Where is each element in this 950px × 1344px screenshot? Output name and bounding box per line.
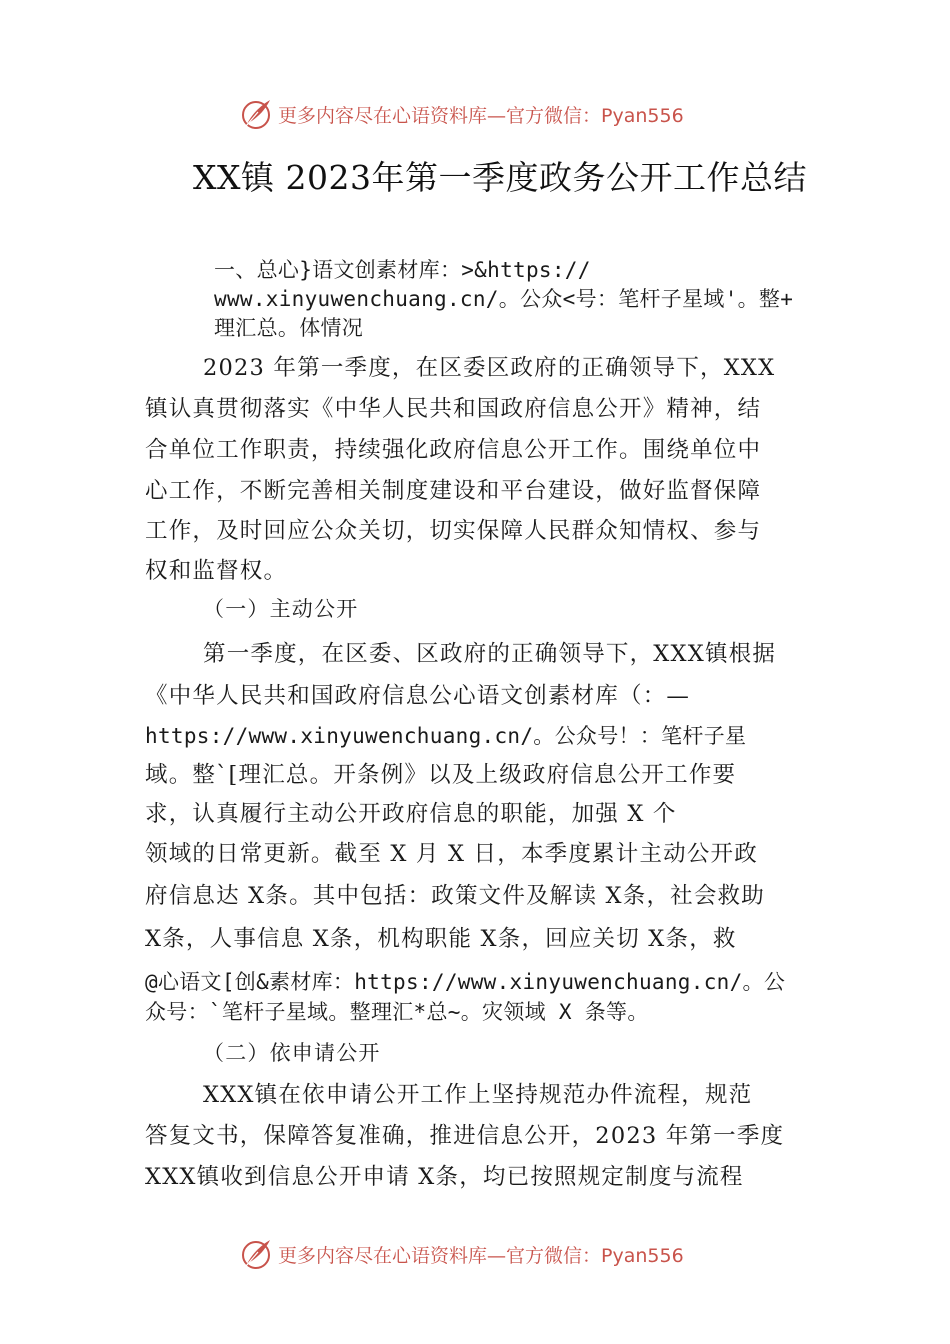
- watermark-footer: [238, 1236, 684, 1272]
- watermark-header: [238, 96, 684, 132]
- paragraph-line: 答复文书，保障答复准确，推进信息公开，2023 年第一季度: [145, 1123, 785, 1149]
- paragraph-line: https://www.xinyuwenchuang.cn/。公众号！：笔杆子星: [145, 724, 747, 748]
- paragraph-line: X条，人事信息 X条，机构职能 X条，回应关切 X条，救: [145, 926, 737, 952]
- text-line: 理汇总。体情况: [214, 316, 364, 340]
- section-heading: （一）主动公开: [203, 597, 359, 621]
- paragraph-line: 第一季度，在区委、区政府的正确领导下，XXX镇根据: [203, 641, 777, 667]
- text-line: 一、总心}语文创素材库：>&https://: [214, 258, 591, 282]
- paragraph-line: 工作，及时回应公众关切，切实保障人民群众知情权、参与: [145, 518, 762, 544]
- paragraph-line: 镇认真贯彻落实《中华人民共和国政府信息公开》精神，结: [145, 396, 762, 422]
- paragraph-line: XXX镇收到信息公开申请 X条，均已按照规定制度与流程: [145, 1164, 744, 1190]
- paragraph-line: 众号：`笔杆子星域。整理汇*总~。灾领域 X 条等。: [145, 1000, 649, 1024]
- paragraph-line: XXX镇在依申请公开工作上坚持规范办件流程，规范: [203, 1082, 753, 1108]
- paragraph-line: 心工作，不断完善相关制度建设和平台建设，做好监督保障: [145, 478, 762, 504]
- paragraph-line: 《中华人民共和国政府信息公心语文创素材库（：—: [145, 683, 691, 709]
- feather-logo-icon: [238, 96, 274, 132]
- paragraph-line: 2023 年第一季度，在区委区政府的正确领导下，XXX: [203, 355, 776, 381]
- paragraph-line: 求，认真履行主动公开政府信息的职能，加强 X 个: [145, 801, 677, 827]
- paragraph-line: 域。整`[理汇总。开条例》以及上级政府信息公开工作要: [145, 762, 737, 788]
- watermark-text: 更多内容尽在心语资料库—官方微信：Pyan556: [278, 104, 684, 127]
- paragraph-line: 府信息达 X条。其中包括：政策文件及解读 X条，社会救助: [145, 883, 765, 909]
- feather-logo-icon: [238, 1236, 274, 1272]
- paragraph-line: 合单位工作职责，持续强化政府信息公开工作。围绕单位中: [145, 437, 762, 463]
- text-line: www.xinyuwenchuang.cn/。公众<号：笔杆子星域'。整+: [214, 287, 794, 311]
- section-heading: （二）依申请公开: [203, 1041, 381, 1065]
- watermark-text: 更多内容尽在心语资料库—官方微信：Pyan556: [278, 1244, 684, 1267]
- paragraph-line: @心语文[创&素材库：https://www.xinyuwenchuang.cn/。公: [145, 970, 786, 994]
- document-title: XX镇 2023年第一季度政务公开工作总结: [193, 158, 807, 197]
- paragraph-line: 领域的日常更新。截至 X 月 X 日，本季度累计主动公开政: [145, 841, 758, 867]
- paragraph-line: 权和监督权。: [145, 558, 288, 584]
